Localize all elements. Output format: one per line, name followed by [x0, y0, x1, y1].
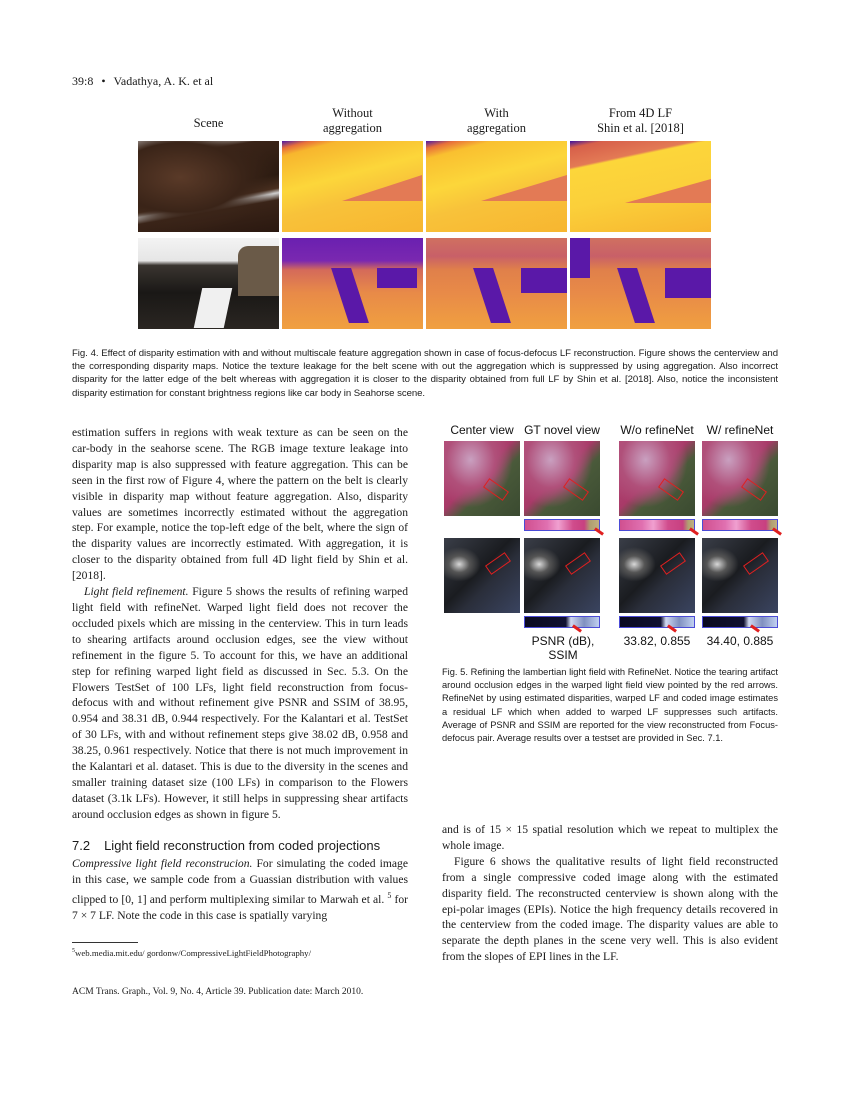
belt-rgb-image	[138, 141, 279, 232]
belt-disparity-without-aggregation	[282, 141, 423, 232]
fig5-header-gt-novel-view: GT novel view	[524, 423, 600, 437]
fig5-header-center-view: Center view	[450, 423, 514, 437]
fig4-header-with-aggregation	[426, 106, 567, 136]
fig4-header-line: aggregation	[466, 121, 526, 135]
fig4-header-without-aggregation	[282, 106, 423, 136]
paragraph: estimation suffers in regions with weak texture as can be seen on the car-body in the seahorse scene. The RGB image texture leakage into disparity map is also suppressed with feature aggregation. This can be seen in the first row of Figure 4, where the pattern on the belt is clearly visible in disparity map without feature aggregation. Also, disparity values are sometimes incorrectly estimated without the aggregation step. For example, notice the top-left edge of the belt, where the sign of the disparity values are incorrectly estimated. With aggregation, it is closer to the disparity obtained from full 4D light field by Shin et al. [2018].	[72, 426, 408, 583]
dark-center-view	[444, 538, 520, 613]
seahorse-disparity-with-aggregation	[426, 238, 567, 329]
belt-disparity-with-aggregation	[426, 141, 567, 232]
paragraph-text: Figure 5 shows the results of refining warped light field with refineNet. Warped light field does not recover the occluded pixels which are missing in the centerview. This in turn leads to shearing artifacts around occlusion edges, see the view without refinement in the figure 5. To account for this, we have an additional step for refining warped light field as discussed in Sec. 5.3. On the Flowers TestSet of 100 LFs, light field reconstruction from focus-defocus with and without refinement give PSNR and SSIM of 38.95, 0.954 and 38.31 dB, 0.944 respectively. For the Kalantari et al. TestSet of 30 LFs, with and without refinement steps give 38.02 dB, 0.958 and 38.25, 0.961 respectively. Notice that there is not much improvement in the Kalantari et al. dataset. This is due to the diversity in the scenes and smaller training dataset size (100 LFs) in comparison to the Flowers dataset (3.1k LFs). However, it still helps in suppressing shear artifacts around occlusion edges as shown in figure 5.	[72, 585, 408, 821]
disparity-region	[342, 175, 422, 201]
run-in-heading: Compressive light field reconstrucion.	[72, 857, 253, 870]
epi-strip-with-refinenet	[702, 519, 778, 531]
disparity-region	[377, 268, 417, 288]
footnote-ref: 5	[387, 890, 392, 900]
footnote-mark: 5	[72, 948, 75, 955]
fig4-header-scene	[138, 116, 279, 131]
section-title: Light field reconstruction from coded projections	[104, 838, 381, 853]
paragraph-light-field-refinement	[72, 584, 408, 823]
fig4-header-4d-lf	[570, 106, 711, 136]
fig4-header-line: aggregation	[322, 121, 382, 135]
red-box-marker	[743, 552, 769, 575]
paragraph-text: for 7 × 7 LF. Note the code in this case is spatially varying	[72, 892, 409, 922]
fig4-header-line: From 4D LF	[608, 106, 673, 120]
red-box-marker	[565, 552, 591, 575]
header-bullet: •	[101, 74, 106, 88]
disparity-region	[625, 179, 711, 203]
red-box-marker	[660, 552, 686, 575]
red-box-marker	[658, 478, 684, 501]
footnote-link[interactable]: web.media.mit.edu/ gordonw/CompressiveLightFieldPhotography/	[75, 948, 312, 958]
section-number: 7.2	[72, 838, 91, 853]
seahorse-disparity-4d-lf	[570, 238, 711, 329]
page-footer: ACM Trans. Graph., Vol. 9, No. 4, Article 39. Publication date: March 2010.	[72, 987, 364, 997]
fig5-metric-without-refinenet: 33.82, 0.855	[623, 634, 691, 648]
disparity-region	[521, 268, 567, 293]
fig4-header-line: Without	[332, 106, 373, 120]
figure4-caption: Fig. 4. Effect of disparity estimation with and without multiscale feature aggregation shown in case of focus-defocus LF reconstruction. Figure shows the centerview and the corresponding disparity maps. Notice the texture leakage for the belt scene with out the aggregation which is suppressed by using aggregation. Also incorrect disparity for the latter edge of the belt whereas with aggregation it is closer to the disparity obtained from full LF by Shin et al. [2018]. Also, notice the inconsistent disparity estimation for constant brightness regions like car body in Seahorse scene.	[72, 348, 778, 399]
disparity-region	[331, 268, 369, 323]
flower-with-refinenet	[702, 441, 778, 516]
paragraph: and is of 15 × 15 spatial resolution which we repeat to multiplex the whole image.	[442, 823, 778, 852]
header-authors: Vadathya, A. K. et al	[113, 74, 214, 88]
fig5-metrics-label: PSNR (dB), SSIM	[531, 634, 595, 662]
red-box-marker	[741, 478, 767, 501]
running-header	[72, 74, 213, 89]
flower-without-refinenet	[619, 441, 695, 516]
flower-gt-novel-view	[524, 441, 600, 516]
figure5-caption: Fig. 5. Refining the lambertian light field with RefineNet. Notice the tearing artifact around occlusion edges in the warped light field view pointed by the red arrows. RefineNet by using estimated disparities, warped LF and coded image estimates a residual LF which when added to warped LF suppresses such artifacts. Average of PSNR and SSIM are reported for the view reconstructed from Focus-defocus pair. Average results over a testset are provided in Sec. 7.1.	[442, 667, 778, 744]
disparity-region	[481, 175, 567, 201]
right-column	[442, 822, 778, 965]
red-box-marker	[563, 478, 589, 501]
run-in-heading: Light field refinement.	[84, 585, 189, 599]
page-label: 39:8	[72, 74, 94, 88]
epi-strip-with-refinenet	[702, 616, 778, 628]
left-column	[72, 425, 408, 823]
paragraph-compressive	[72, 856, 408, 923]
fig5-header-without-refinenet: W/o refineNet	[620, 423, 694, 437]
seahorse-rgb-image	[138, 238, 279, 329]
epi-strip-without-refinenet	[619, 519, 695, 531]
epi-strip-gt	[524, 519, 600, 531]
epi-strip-gt	[524, 616, 600, 628]
fig4-header-line: With	[484, 106, 509, 120]
disparity-region	[665, 268, 711, 298]
disparity-region	[473, 268, 511, 323]
dark-gt-novel-view	[524, 538, 600, 613]
fig4-header-line: Shin et al. [2018]	[597, 121, 684, 135]
footnote	[72, 948, 311, 958]
flower-center-view	[444, 441, 520, 516]
epi-strip-without-refinenet	[619, 616, 695, 628]
paragraph-text: For simulating the coded image in this case, we sample code from a Guassian distribution with values clipped to [0, 1] and perform multiplexing similar to Marwah et al.	[72, 857, 408, 906]
seahorse-disparity-without-aggregation	[282, 238, 423, 329]
section-heading	[72, 838, 412, 853]
fig5-header-with-refinenet: W/ refineNet	[706, 423, 774, 437]
red-box-marker	[483, 478, 509, 501]
car-body	[238, 246, 279, 296]
footnote-rule	[72, 942, 138, 943]
dark-without-refinenet	[619, 538, 695, 613]
dark-with-refinenet	[702, 538, 778, 613]
disparity-region	[617, 268, 655, 323]
paragraph: Figure 6 shows the qualitative results of light field reconstructed from a single compressive coded image along with the estimated disparity field. The reconstructed centerview is shown along with the epi-polar images (EPIs). Notice the high frequency details recovered in the centerview from the coded image. The disparity values are able to separate the depth planes in the scene very well. This is also evident from the slopes of EPI lines in the LF.	[442, 854, 778, 964]
fig5-metric-with-refinenet: 34.40, 0.885	[706, 634, 774, 648]
red-box-marker	[485, 552, 511, 575]
belt-disparity-4d-lf	[570, 141, 711, 232]
seahorse-highlight	[194, 288, 233, 328]
disparity-region	[570, 238, 590, 278]
fig4-header-line: Scene	[193, 116, 224, 130]
